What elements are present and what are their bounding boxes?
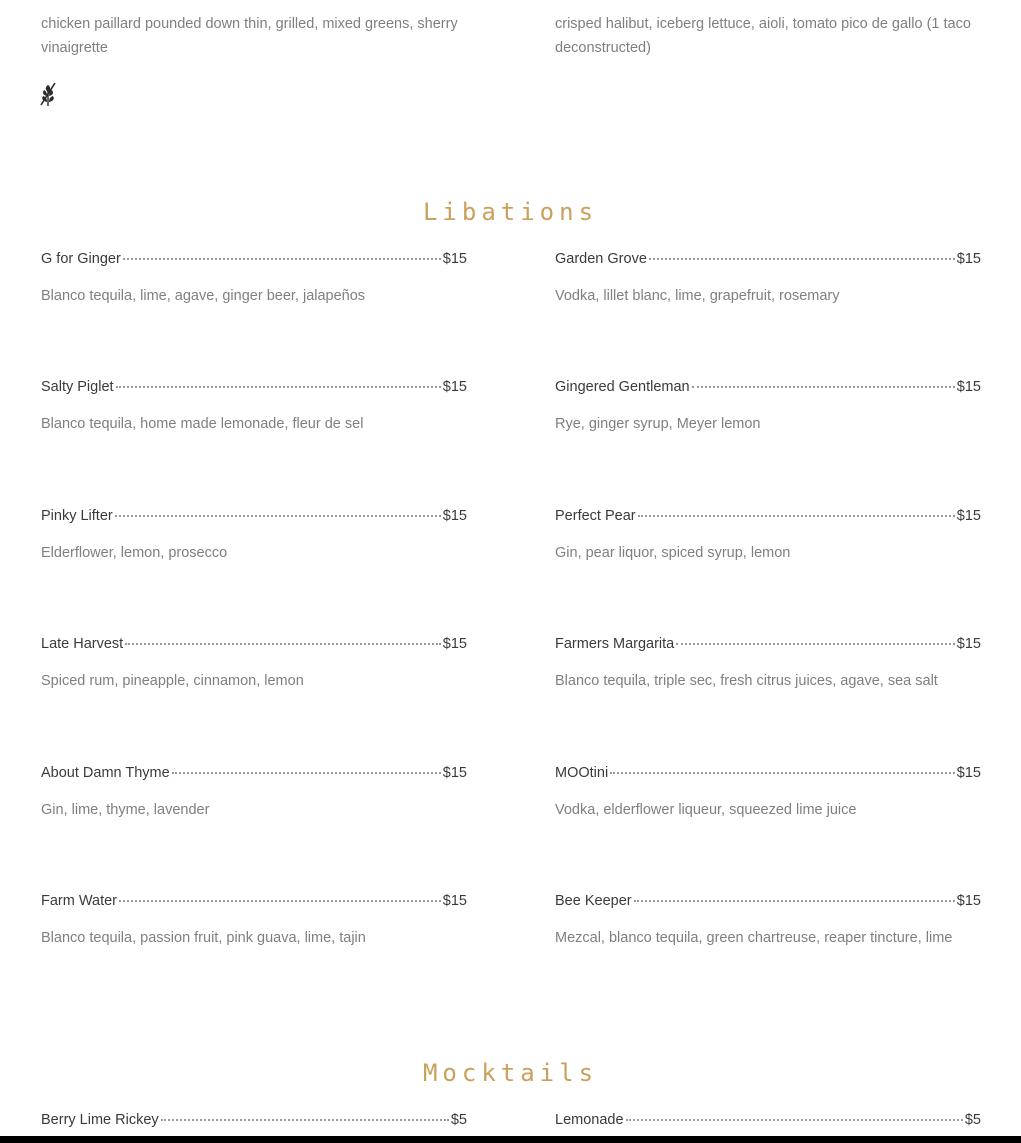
menu-item (555, 379, 981, 434)
item-description: Mezcal, blanco tequila, green chartreuse, reaper tincture, lime (555, 930, 953, 946)
item-name: Farmers Margarita (555, 636, 675, 652)
item-name: Salty Piglet (41, 379, 114, 395)
item-price: $15 (442, 765, 467, 781)
item-price: $5 (450, 1112, 467, 1128)
menu-item (41, 508, 467, 563)
item-description: Vodka, lillet blanc, lime, grapefruit, rosemary (555, 288, 840, 304)
section-title-libations: Libations (422, 198, 599, 226)
item-name: Berry Lime Rickey (41, 1112, 159, 1128)
item-description: Blanco tequila, passion fruit, pink guava, lime, tajin (41, 930, 366, 946)
item-description: Rye, ginger syrup, Meyer lemon (555, 416, 761, 432)
item-name: Lemonade (555, 1112, 624, 1128)
item-price: $15 (956, 508, 981, 524)
item-description: chicken paillard pounded down thin, grilled, mixed greens, sherry vinaigrette (41, 16, 458, 56)
section-title-mocktails: Mocktails (422, 1059, 599, 1087)
item-price: $15 (442, 379, 467, 395)
item-description: crisped halibut, iceberg lettuce, aioli, tomato pico de gallo (1 taco deconstructed) (555, 16, 971, 56)
dot-leader (692, 385, 955, 388)
menu-item (555, 508, 981, 563)
dot-leader (125, 642, 441, 645)
dot-leader (116, 385, 441, 388)
item-price: $15 (956, 636, 981, 652)
item-description: Blanco tequila, home made lemonade, fleur de sel (41, 416, 364, 432)
item-description: Gin, lime, thyme, lavender (41, 802, 210, 818)
dot-leader (634, 899, 955, 902)
item-name: Late Harvest (41, 636, 124, 652)
dot-leader (161, 1118, 449, 1121)
bottom-bar (0, 1136, 1021, 1143)
item-description: Gin, pear liquor, spiced syrup, lemon (555, 545, 791, 561)
menu-item (41, 251, 467, 306)
menu-item (41, 1112, 467, 1134)
item-price: $15 (956, 893, 981, 909)
menu-item (41, 636, 467, 691)
menu-item (555, 251, 981, 306)
dot-leader (123, 257, 441, 260)
item-name: Bee Keeper (555, 893, 632, 909)
item-description: Spiced rum, pineapple, cinnamon, lemon (41, 673, 304, 689)
item-price: $15 (442, 251, 467, 267)
item-name: G for Ginger (41, 251, 121, 267)
dot-leader (115, 514, 441, 517)
menu-item (555, 636, 981, 691)
dot-leader (172, 771, 441, 774)
item-price: $5 (964, 1112, 981, 1128)
item-description: Blanco tequila, lime, agave, ginger beer, jalapeños (41, 288, 366, 304)
item-name: Garden Grove (555, 251, 647, 267)
dot-leader (638, 514, 955, 517)
dot-leader (610, 771, 955, 774)
item-name: Farm Water (41, 893, 117, 909)
item-name: Gingered Gentleman (555, 379, 690, 395)
dot-leader (649, 257, 955, 260)
item-name: About Damn Thyme (41, 765, 170, 781)
item-description: Blanco tequila, triple sec, fresh citrus juices, agave, sea salt (555, 673, 938, 689)
wheat-icon (39, 81, 57, 107)
menu-item (41, 893, 467, 948)
item-price: $15 (956, 765, 981, 781)
item-price: $15 (956, 379, 981, 395)
item-name: MOOtini (555, 765, 609, 781)
dot-leader (626, 1118, 963, 1121)
item-price: $15 (442, 636, 467, 652)
dot-leader (676, 642, 955, 645)
menu-item (555, 765, 981, 820)
dot-leader (119, 899, 441, 902)
item-description: Elderflower, lemon, prosecco (41, 545, 228, 561)
item-name: Perfect Pear (555, 508, 636, 524)
item-price: $15 (442, 508, 467, 524)
item-description: Vodka, elderflower liqueur, squeezed lime juice (555, 802, 857, 818)
menu-item (41, 765, 467, 820)
menu-item (555, 893, 981, 948)
item-name: Pinky Lifter (41, 508, 113, 524)
menu-item (555, 1112, 981, 1134)
item-price: $15 (956, 251, 981, 267)
menu-item (41, 379, 467, 434)
item-price: $15 (442, 893, 467, 909)
